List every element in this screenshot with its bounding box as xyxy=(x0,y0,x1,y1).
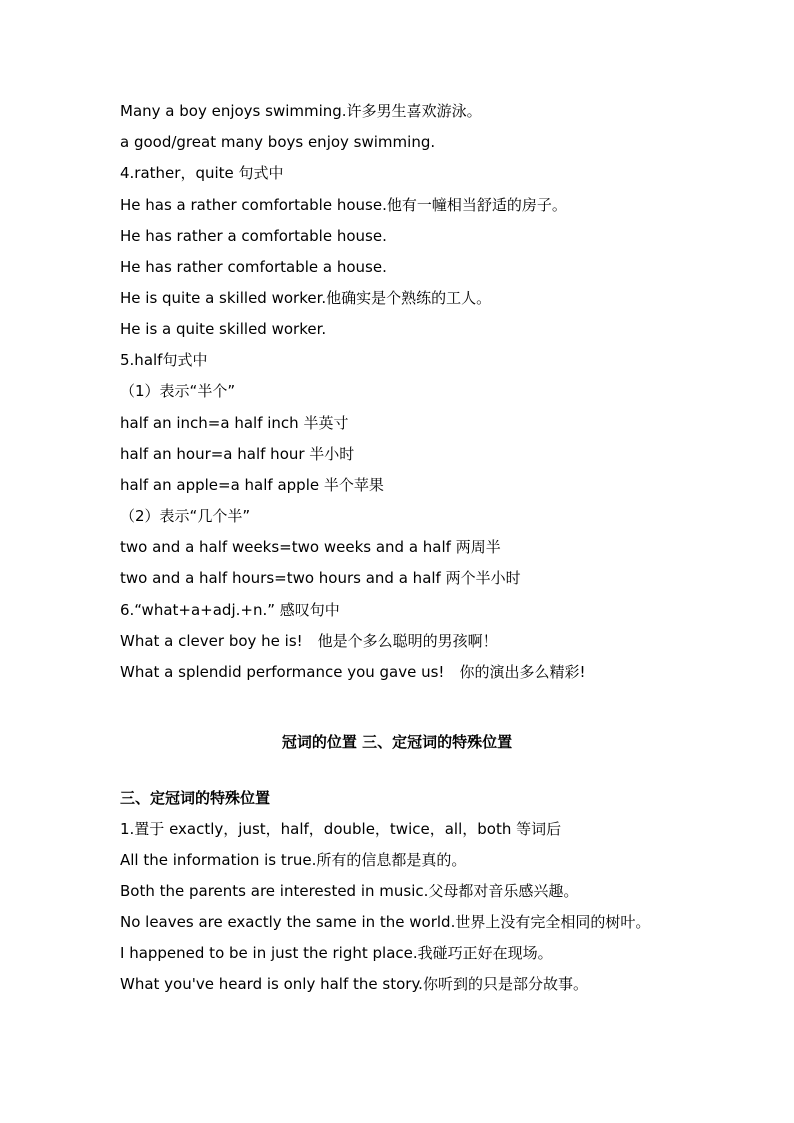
text-line: What a splendid performance you gave us! 你的演出多么精彩! xyxy=(120,663,586,681)
section-title: 冠词的位置 三、定冠词的特殊位置 xyxy=(281,733,513,751)
text-line: half an hour=a half hour 半小时 xyxy=(120,445,355,463)
text-line: He has a rather comfortable house.他有一幢相当舒适的房子。 xyxy=(120,196,567,214)
text-line: two and a half weeks=two weeks and a half 两周半 xyxy=(120,538,501,556)
text-line: No leaves are exactly the same in the world.世界上没有完全相同的树叶。 xyxy=(120,913,651,931)
text-line: 5.half句式中 xyxy=(120,351,208,369)
text-line: two and a half hours=two hours and a half 两个半小时 xyxy=(120,569,521,587)
text-line: half an inch=a half inch 半英寸 xyxy=(120,414,349,432)
text-line: Both the parents are interested in music.父母都对音乐感兴趣。 xyxy=(120,882,579,900)
text-line: What you've heard is only half the story.你听到的只是部分故事。 xyxy=(120,975,588,993)
text-line: All the information is true.所有的信息都是真的。 xyxy=(120,851,467,869)
text-line: What a clever boy he is! 他是个多么聪明的男孩啊！ xyxy=(120,632,498,650)
text-line: 6.“what+a+adj.+n.” 感叹句中 xyxy=(120,601,340,619)
text-line: half an apple=a half apple 半个苹果 xyxy=(120,476,384,494)
text-line: （2）表示“几个半” xyxy=(120,507,251,525)
text-line: I happened to be in just the right place.我碰巧正好在现场。 xyxy=(120,944,553,962)
text-line: He is quite a skilled worker.他确实是个熟练的工人。 xyxy=(120,289,492,307)
text-line: Many a boy enjoys swimming.许多男生喜欢游泳。 xyxy=(120,102,482,120)
text-line: He has rather comfortable a house. xyxy=(120,258,387,276)
text-line: 1.置于 exactly，just，half，double，twice，all，both 等词后 xyxy=(120,820,562,838)
section-heading: 三、定冠词的特殊位置 xyxy=(120,789,271,807)
text-line: （1）表示“半个” xyxy=(120,382,236,400)
text-line: a good/great many boys enjoy swimming. xyxy=(120,133,436,151)
text-line: He has rather a comfortable house. xyxy=(120,227,387,245)
text-line: 4.rather，quite 句式中 xyxy=(120,164,284,182)
text-line: He is a quite skilled worker. xyxy=(120,320,327,338)
